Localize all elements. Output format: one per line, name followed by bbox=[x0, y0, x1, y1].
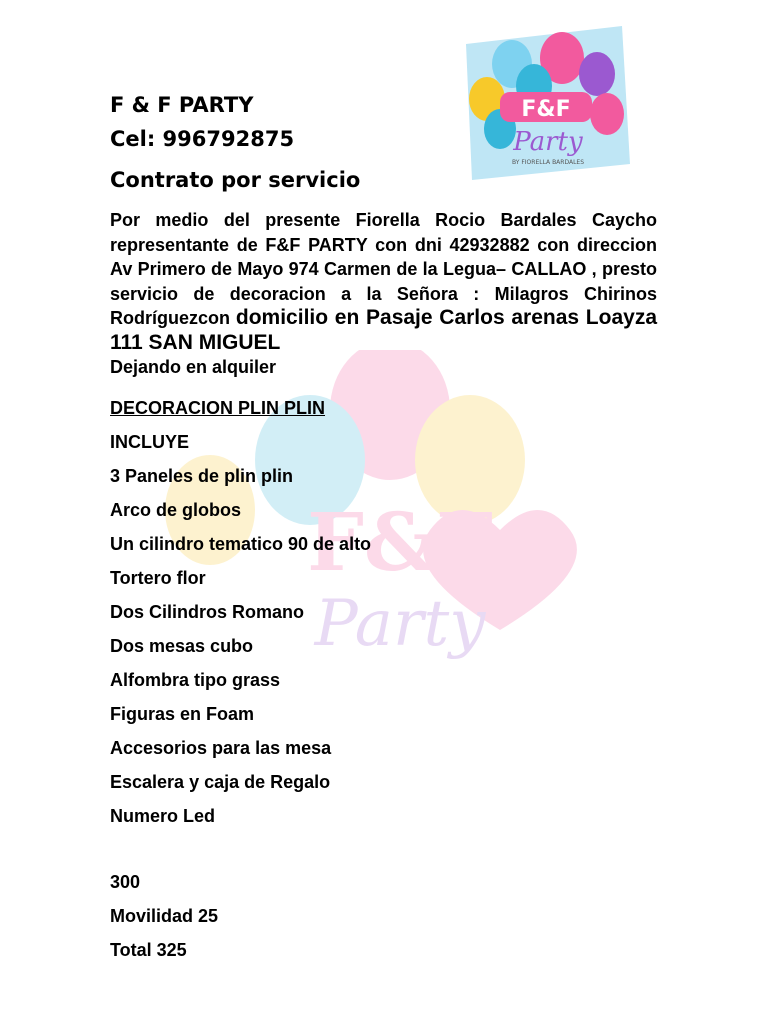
service-items bbox=[110, 394, 670, 836]
brand-name: F & F PARTY bbox=[110, 93, 254, 117]
price-summary bbox=[110, 868, 218, 970]
list-item: Un cilindro tematico 90 de alto bbox=[110, 534, 372, 554]
logo-line2: Party bbox=[513, 127, 583, 157]
list-item: Dos mesas cubo bbox=[110, 636, 254, 656]
logo-tagline: BY FIORELLA BARDALES bbox=[511, 159, 585, 166]
phone-number: Cel: 996792875 bbox=[110, 127, 295, 151]
contract-title: Contrato por servicio bbox=[110, 168, 361, 192]
list-item: 3 Paneles de plin plin bbox=[110, 466, 294, 486]
list-item: Dos Cilindros Romano bbox=[110, 602, 305, 622]
intro-main-text: Por medio del presente Fiorella Rocio Bardales Caycho representante de F&F PARTY con dni 42932882 con direccion Av Primero de Mayo 974 Carmen de la Legua– CALLAO , presto servicio de decoracion a la Señora : Milagros Chirinos Rodríguezcon bbox=[110, 210, 657, 328]
list-item: Tortero flor bbox=[110, 568, 206, 588]
includes-label: INCLUYE bbox=[110, 432, 190, 452]
header bbox=[110, 88, 294, 156]
list-item: Escalera y caja de Regalo bbox=[110, 772, 331, 792]
list-item: Figuras en Foam bbox=[110, 704, 255, 724]
list-item: Numero Led bbox=[110, 806, 216, 826]
total-cost: Total 325 bbox=[110, 940, 187, 960]
list-item: Arco de globos bbox=[110, 500, 242, 520]
transport-cost: Movilidad 25 bbox=[110, 906, 219, 926]
price-value: 300 bbox=[110, 872, 141, 892]
intro-address-text: domicilio en Pasaje Carlos arenas Loayza 111 SAN MIGUEL bbox=[110, 306, 657, 354]
list-item: Accesorios para las mesa bbox=[110, 738, 332, 758]
list-item: Alfombra tipo grass bbox=[110, 670, 281, 690]
service-heading: DECORACION PLIN PLIN bbox=[110, 398, 326, 418]
intro-end-text: Dejando en alquiler bbox=[110, 357, 277, 377]
logo-line1: F&F bbox=[521, 97, 571, 122]
svg-text:F&F: F&F bbox=[307, 495, 493, 589]
svg-text:Party: Party bbox=[314, 587, 486, 661]
contract-intro bbox=[110, 208, 657, 380]
ff-party-logo bbox=[452, 14, 636, 186]
